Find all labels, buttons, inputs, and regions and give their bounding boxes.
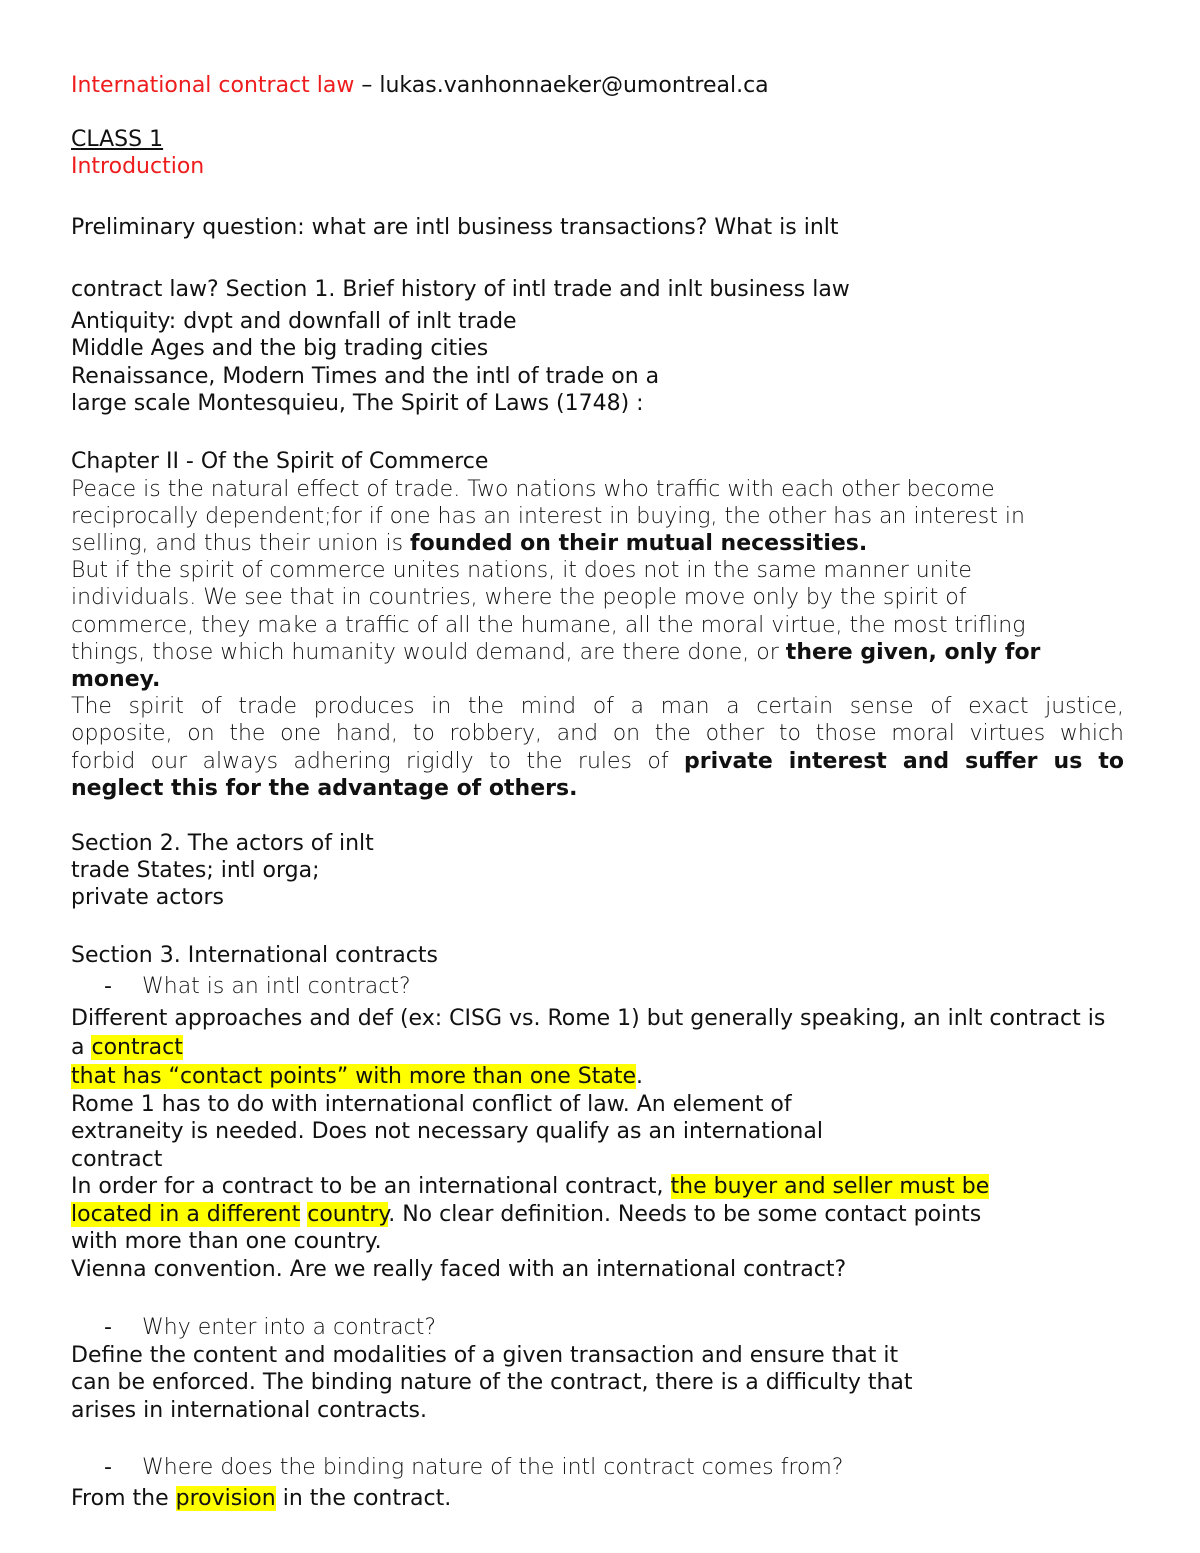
body-line bbox=[71, 1485, 451, 1513]
question-why-enter-contract: Why enter into a contract? bbox=[142, 1315, 437, 1340]
body-text: In order for a contract to be an international contract, bbox=[71, 1174, 671, 1199]
quote-line: Peace is the natural effect of trade. Two nations who traffic with each other become bbox=[71, 477, 995, 502]
document-title: International contract law bbox=[71, 73, 355, 98]
body-line: Different approaches and def (ex: CISG vs. Rome 1) but generally speaking, an inlt contract is bbox=[71, 1006, 1106, 1031]
body-line: arises in international contracts. bbox=[71, 1398, 427, 1423]
body-line: can be enforced. The binding nature of the contract, there is a difficulty that bbox=[71, 1370, 913, 1395]
body-line bbox=[71, 1201, 981, 1229]
bullet-marker: - bbox=[104, 1315, 112, 1340]
history-item: Antiquity: dvpt and downfall of inlt trade bbox=[71, 309, 517, 334]
body-text: . No clear definition. Needs to be some contact points bbox=[388, 1202, 982, 1227]
quote-line: individuals. We see that in countries, where the people move only by the spirit of bbox=[71, 585, 967, 610]
quote-line: commerce, they make a traffic of all the humane, all the moral virtue, the most trifling bbox=[71, 613, 1026, 638]
body-text: From the bbox=[71, 1486, 176, 1511]
quote-text: forbid our always adhering rigidly to the rules of bbox=[71, 749, 684, 774]
quote-emphasis: private interest and suffer us to bbox=[683, 749, 1124, 774]
quote-text: selling, and thus their union is bbox=[71, 531, 411, 556]
body-text: a bbox=[71, 1035, 92, 1060]
quote-line: The spirit of trade produces in the mind of a man a certain sense of exact justice, bbox=[71, 694, 1124, 719]
bullet-marker: - bbox=[104, 1455, 112, 1480]
body-text: in the contract. bbox=[275, 1486, 452, 1511]
section-2-line: Section 2. The actors of inlt bbox=[71, 831, 374, 856]
quote-line bbox=[71, 639, 1040, 667]
quote-emphasis: money. bbox=[71, 667, 161, 692]
preliminary-question-line-2: contract law? Section 1. Brief history of intl trade and inlt business law bbox=[71, 277, 850, 302]
history-item: Renaissance, Modern Times and the intl of trade on a bbox=[71, 364, 660, 389]
body-text: . bbox=[636, 1064, 644, 1089]
highlighted-text: contract bbox=[91, 1035, 183, 1060]
quote-line: But if the spirit of commerce unites nations, it does not in the same manner unite bbox=[71, 558, 972, 583]
highlighted-text: that has “contact points” with more than one State bbox=[71, 1064, 637, 1089]
quote-emphasis: founded on their mutual necessities. bbox=[410, 531, 868, 556]
quote-emphasis: there given, only for bbox=[785, 640, 1041, 665]
body-line: extraneity is needed. Does not necessary qualify as an international bbox=[71, 1119, 823, 1144]
quote-line bbox=[71, 748, 1124, 776]
bullet-marker: - bbox=[104, 974, 112, 999]
title-separator: – bbox=[354, 73, 380, 98]
quote-line: reciprocally dependent;for if one has an interest in buying, the other has an interest in bbox=[71, 504, 1025, 529]
section-2-line: trade States; intl orga; bbox=[71, 858, 320, 883]
body-line: Define the content and modalities of a given transaction and ensure that it bbox=[71, 1343, 899, 1368]
chapter-title: Chapter II - Of the Spirit of Commerce bbox=[71, 449, 489, 474]
question-what-is-intl-contract: What is an intl contract? bbox=[142, 974, 411, 999]
body-line: Rome 1 has to do with international conflict of law. An element of bbox=[71, 1092, 792, 1117]
question-binding-nature: Where does the binding nature of the intl contract comes from? bbox=[142, 1455, 844, 1480]
highlighted-text: country bbox=[307, 1202, 389, 1227]
highlighted-text: provision bbox=[175, 1486, 276, 1511]
class-subtitle: Introduction bbox=[71, 154, 205, 179]
body-line: contract bbox=[71, 1147, 163, 1172]
preliminary-question-line-1: Preliminary question: what are intl business transactions? What is inlt bbox=[71, 215, 839, 240]
author-email: lukas.vanhonnaeker@umontreal.ca bbox=[379, 73, 769, 98]
body-line: Vienna convention. Are we really faced with an international contract? bbox=[71, 1257, 847, 1282]
quote-emphasis: neglect this for the advantage of others. bbox=[71, 776, 578, 801]
section-2-line: private actors bbox=[71, 885, 224, 910]
body-line bbox=[71, 1034, 183, 1062]
history-item: Middle Ages and the big trading cities bbox=[71, 336, 489, 361]
quote-line: opposite, on the one hand, to robbery, and on the other to those moral virtues which bbox=[71, 721, 1124, 746]
body-line bbox=[71, 1063, 643, 1091]
header-line bbox=[71, 72, 769, 100]
highlighted-text: located in a different bbox=[71, 1202, 301, 1227]
body-line bbox=[71, 1173, 989, 1201]
quote-line bbox=[71, 530, 867, 558]
body-line: with more than one country. bbox=[71, 1229, 382, 1254]
class-label: CLASS 1 bbox=[71, 127, 164, 152]
section-3-title: Section 3. International contracts bbox=[71, 943, 438, 968]
quote-text: things, those which humanity would demand, are there done, or bbox=[71, 640, 786, 665]
history-item: large scale Montesquieu, The Spirit of Laws (1748) : bbox=[71, 391, 644, 416]
highlighted-text: the buyer and seller must be bbox=[670, 1174, 990, 1199]
